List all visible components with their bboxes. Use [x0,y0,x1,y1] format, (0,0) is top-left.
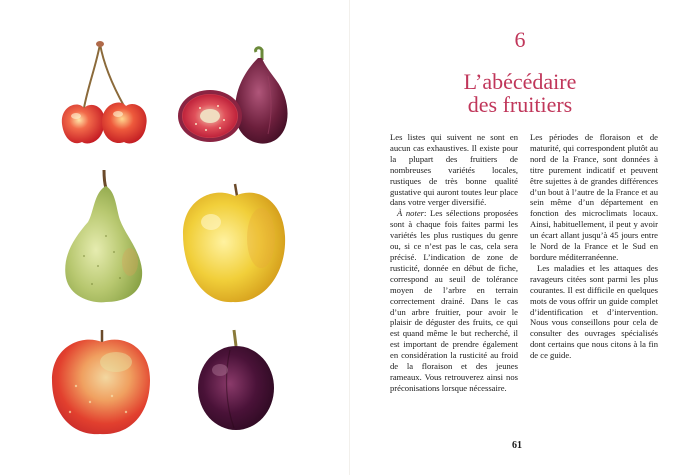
fig-illustration [172,46,297,151]
pear-illustration [54,166,150,306]
paragraph: Les listes qui suivent ne sont en aucun cas exhaustives. Il existe pour la plupart des fruitiers de nombreuses variétés locales, rustiques de très bonne qualité gustative qui auront toutes leur place dans votre verger diversifié. [390,132,518,208]
paragraph: Les périodes de floraison et de maturité, qui correspondent plutôt au nord de la France, sont données à titre purement indicatif et peuvent être sujettes à de grandes différences d’un bout à l’autre de la France et au sein même d’un département en fonction des microclimats locaux. Ainsi, habituellement, il peut y avoir un écart allant jusqu’à 45 jours entre le Nord de la France et le Sud en bordure méditerranéenne. [530,132,658,262]
note-lead: À noter [397,208,425,219]
page-number: 61 [512,440,522,451]
plum-illustration [190,326,280,436]
red-apple-illustration [46,326,156,438]
paragraph: Les maladies et les attaques des ravageurs citées sont parmi les plus courantes. Il est difficile en quelques mots de vous offrir un guide complet d’identification et d’intervention. Nous vous conseillons pour cela de consulter des ouvrages spécialisés dont certains que nous citons à la fin de ce guide. [530,262,658,361]
chapter-title-line-1: L’abécédaire [463,69,577,94]
chapter-number: 6 [514,27,526,52]
text-column-left [390,132,518,394]
paragraph-note [390,208,518,393]
chapter-title-line-2: des fruitiers [467,92,573,117]
cherries-illustration [52,36,162,154]
note-body: : Les sélections proposées sont à chaque fois faites parmi les variétés les plus rustiques du genre ou, si ce n’est pas le cas, cela sera précisé. L’indication de zone de rusticité, donnée en début de fiche, correspond au seuil de tolérance moyen de l’arbre en terrain correctement drainé. Dans le cas d’un arbre fruitier, pour avoir le plaisir de déguster des fruits, ce qui est quand même le but recherché, il est important de prendre également en considération la rusticité au froid de la floraison et des jeunes rameaux. Vous retrouverez ainsi nos préconisations lorsque nécessaire. [390,208,518,393]
yellow-apple-illustration [175,178,293,308]
text-column-right [530,132,658,361]
chapter-title [405,70,635,116]
